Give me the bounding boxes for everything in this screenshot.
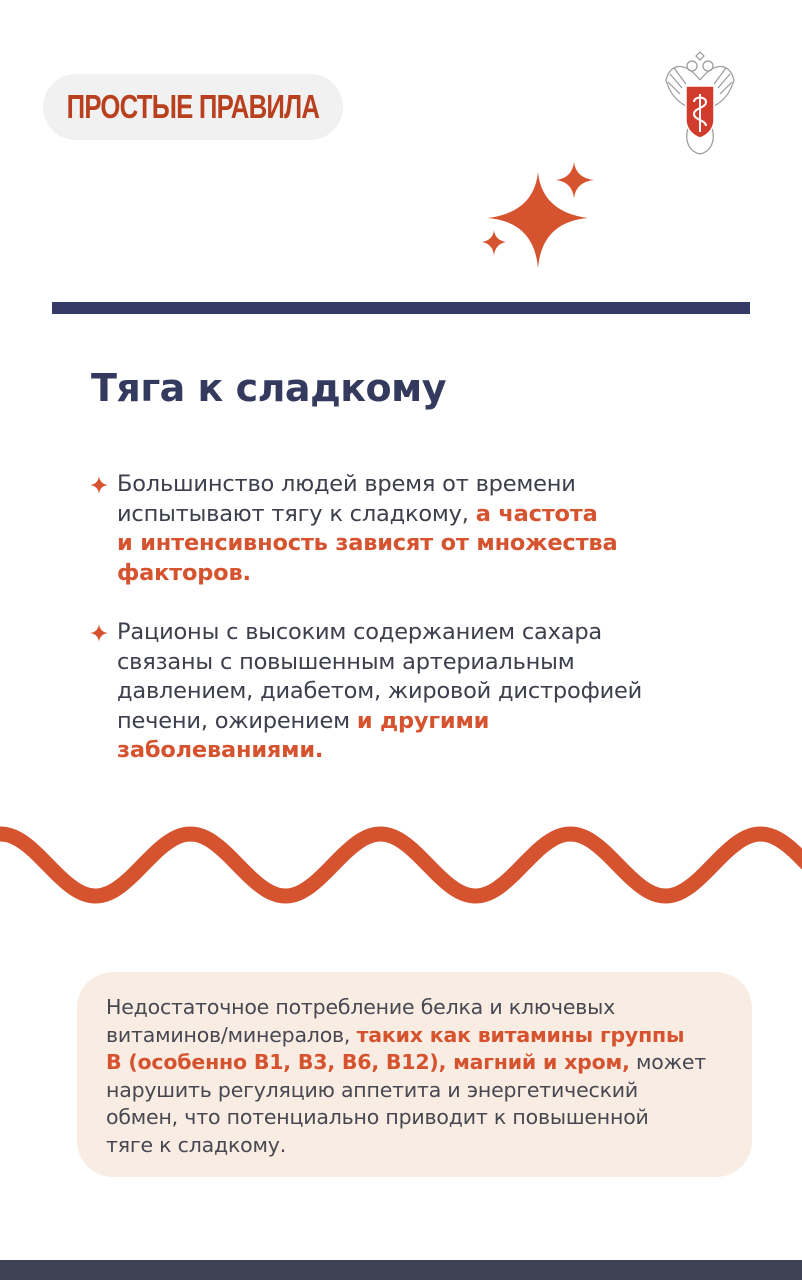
body-text: Недостаточное потребление белка и ключевых (106, 995, 616, 1019)
body-text: тяге к сладкому. (106, 1132, 287, 1157)
text-line (106, 1077, 706, 1105)
text-line (117, 707, 750, 737)
footer-bar (0, 1260, 802, 1280)
highlight-text: а частота (475, 500, 598, 527)
highlight-text: и интенсивность зависят от множества (117, 530, 618, 556)
highlight-text: заболеваниями. (117, 737, 324, 763)
body-text: испытывают тягу к сладкому, (117, 500, 476, 527)
section-badge (43, 74, 343, 140)
list-item (90, 618, 750, 766)
text-line (117, 559, 750, 589)
text-line (106, 1104, 706, 1132)
wave-decoration (0, 810, 802, 920)
text-line (117, 677, 750, 707)
body-text: витаминов/минералов, (106, 1022, 357, 1047)
body-text: обмен, что потенциально приводит к повышенной (106, 1105, 649, 1129)
info-note (77, 972, 752, 1177)
highlight-text: таких как витамины группы (356, 1022, 685, 1047)
body-text: Большинство людей время от времени (117, 471, 576, 497)
text-line (106, 1022, 706, 1050)
text-line (117, 648, 750, 678)
body-text: связаны с повышенным артериальным (117, 648, 575, 675)
text-line (117, 500, 750, 530)
text-line (117, 618, 750, 648)
divider-bar (52, 302, 750, 314)
text-line (117, 736, 750, 766)
text-line (106, 1049, 706, 1077)
sparkle-bullet-icon (90, 624, 108, 642)
highlight-text: В (особенно В1, В3, В6, В12), магний и хром, (106, 1050, 630, 1074)
highlight-text: факторов. (117, 559, 251, 586)
text-line (117, 529, 750, 559)
body-text: давлением, диабетом, жировой дистрофией (117, 678, 643, 704)
body-text: может (629, 1050, 707, 1074)
text-line (117, 470, 750, 500)
text-line (106, 1132, 706, 1160)
points-list (90, 470, 750, 796)
list-item (90, 470, 750, 588)
sparkle-bullet-icon (90, 476, 108, 494)
page-title: Тяга к сладкому (91, 366, 446, 410)
small-star-left (482, 230, 506, 256)
body-text: Рационы с высоким содержанием сахара (117, 619, 603, 645)
sparkle-stars-icon (470, 150, 610, 280)
body-text: печени, ожирением (117, 707, 357, 734)
highlight-text: и другими (356, 707, 490, 734)
body-text: нарушить регуляцию аппетита и энергетический (106, 1077, 638, 1102)
emblem-icon (664, 50, 736, 158)
small-star-top (556, 162, 594, 198)
badge-label: ПРОСТЫЕ ПРАВИЛА (66, 88, 320, 125)
text-line (106, 994, 706, 1022)
